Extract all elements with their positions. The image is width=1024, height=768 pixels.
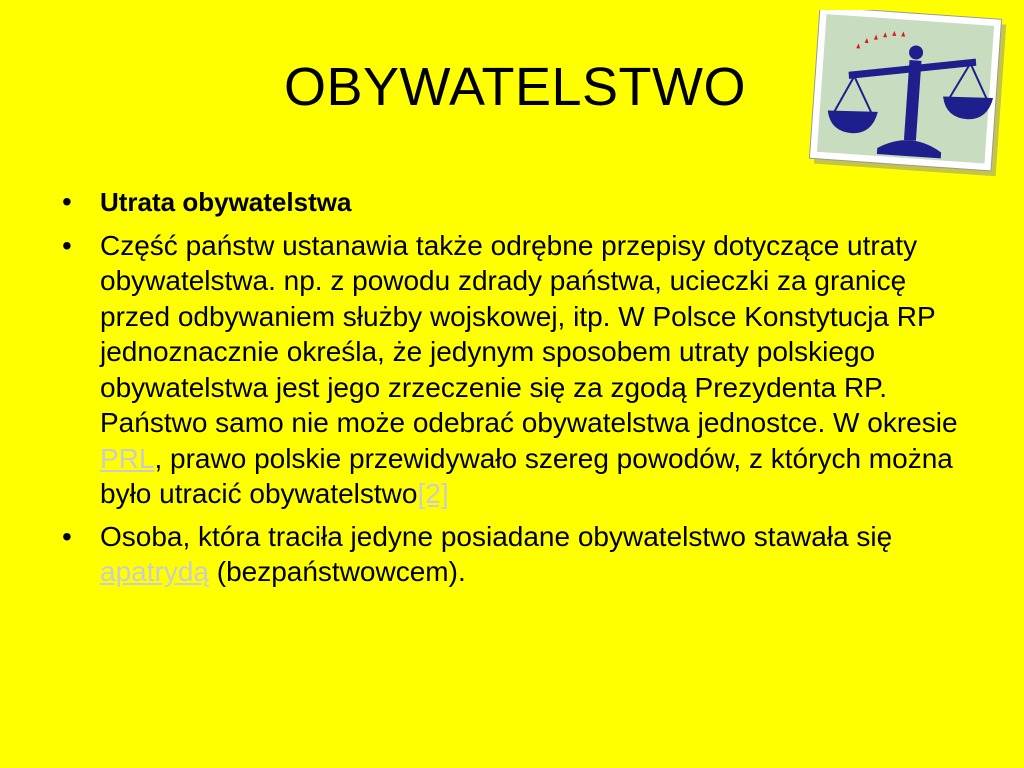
slide-title: OBYWATELSTWO xyxy=(283,57,747,117)
bullet-marker: • xyxy=(62,229,72,261)
apatryda-link[interactable]: apatrydą xyxy=(100,556,209,587)
bullet-text: Osoba, która traciła jedyne posiadane obywatelstwo stawała się xyxy=(100,520,893,552)
bullet-item xyxy=(52,184,982,221)
bullet-marker: • xyxy=(62,186,72,217)
bullet-text: (bezpaństwowcem). xyxy=(208,556,466,587)
bullet-text: , prawo polskie przewidywało szereg powodów, z których można było utracić obywatelstwo xyxy=(100,442,953,509)
bullet-heading: Utrata obywatelstwa xyxy=(100,187,352,217)
bullet-list xyxy=(52,184,982,597)
footnote-link[interactable]: [2] xyxy=(417,478,449,509)
scales-of-justice-icon xyxy=(805,10,1011,182)
bullet-item xyxy=(52,519,982,590)
prl-link[interactable]: PRL xyxy=(100,442,155,474)
bullet-marker: • xyxy=(62,520,72,552)
bullet-text: Część państw ustanawia także odrębne przepisy dotyczące utraty obywatelstwa. np. z powodu zdrady państwa, ucieczki za granicę przed odbywaniem służby wojskowej, itp. W Polsce Konstytucja RP jednoznacznie określa, że jedynym sposobem utraty polskiego obywatelstwa jest jego zrzeczenie się za zgodą Prezydenta RP. Państwo samo nie może odebrać obywatelstwa jednostce. W okresie xyxy=(100,229,958,438)
bullet-item xyxy=(52,228,982,512)
